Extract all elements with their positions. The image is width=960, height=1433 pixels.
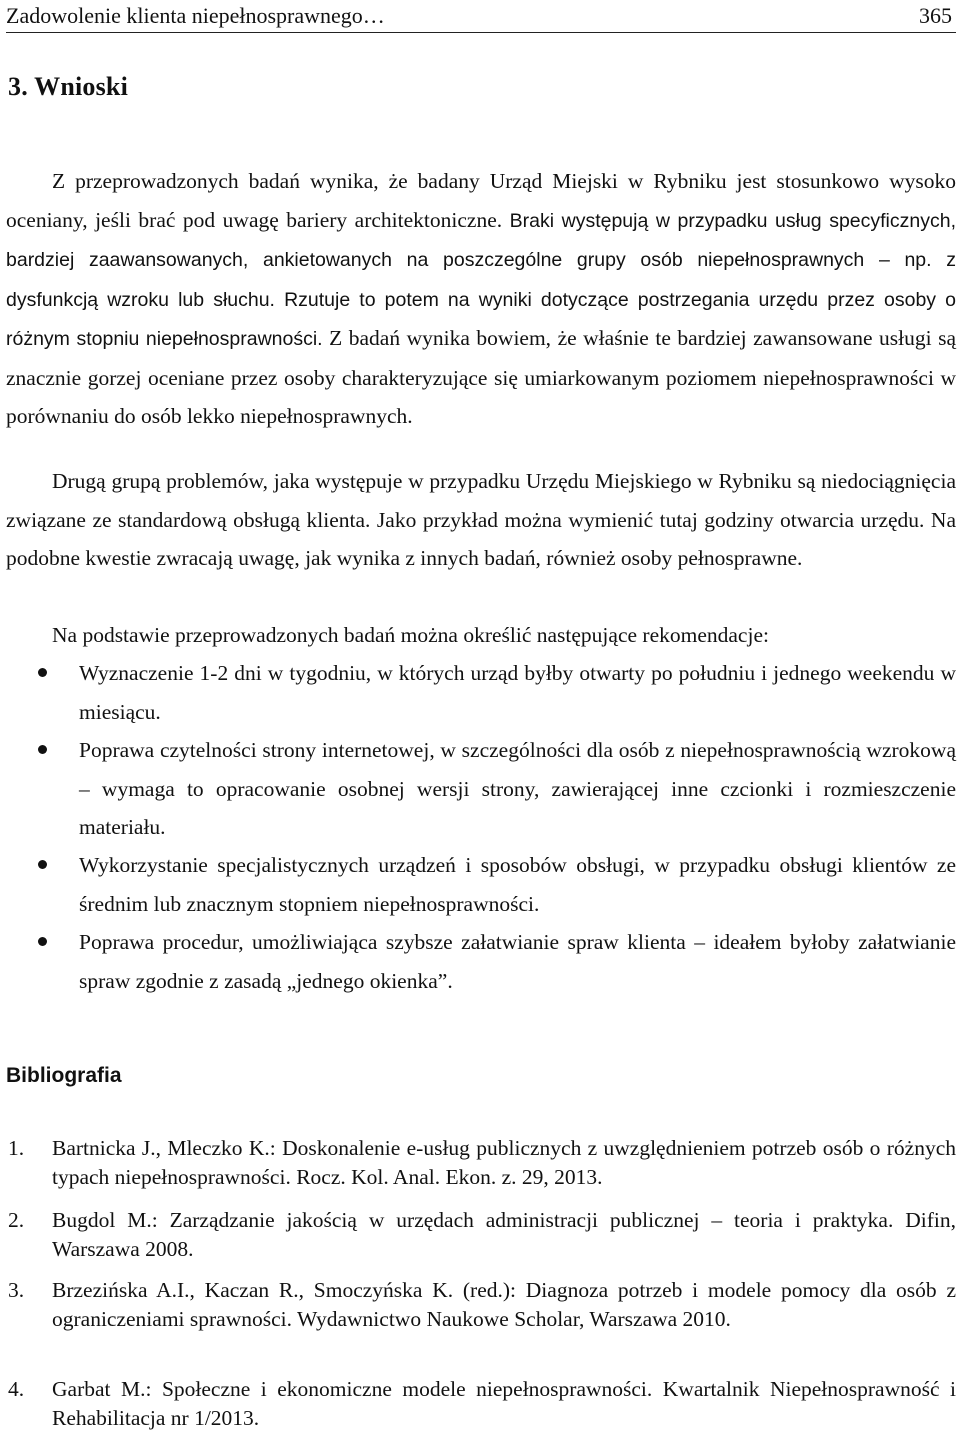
bullet-icon bbox=[38, 745, 47, 754]
bibliography-text: Garbat M.: Społeczne i ekonomiczne modele niepełnosprawności. Kwartalnik Niepełnosprawność i Rehabilitacja nr 1/2013. bbox=[52, 1377, 956, 1430]
paragraph-conclusions-part2: Braki występują w przypadku usług specyficznych, bardziej zaawansowanych, ankietowanych na poszczególne grupy osób niepełnosprawnych – np. z dysfunkcją wzroku lub słuchu. Rzutuje to potem na wyniki dotyczące postrzegania urzędu przez osoby o różnym stopniu niepełnosprawności. bbox=[6, 209, 956, 350]
bibliography-text: Brzezińska A.I., Kaczan R., Smoczyńska K. (red.): Diagnoza potrzeb i modele pomocy dla osób z ograniczeniami sprawności. Wydawnictwo Naukowe Scholar, Warszawa 2010. bbox=[52, 1278, 956, 1331]
bullet-icon bbox=[38, 668, 47, 677]
bibliography-number: 3. bbox=[8, 1278, 25, 1302]
bibliography-number: 4. bbox=[8, 1377, 25, 1401]
bibliography-text: Bartnicka J., Mleczko K.: Doskonalenie e-usług publicznych z uwzględnieniem potrzeb osób o różnych typach niepełnosprawności. Rocz. Kol. Anal. Ekon. z. 29, 2013. bbox=[52, 1136, 956, 1189]
paragraph-conclusions bbox=[6, 162, 956, 436]
paragraph-problems: Drugą grupą problemów, jaka występuje w przypadku Urzędu Miejskiego w Rybniku są niedociągnięcia związane ze standardową obsługą klienta. Jako przykład można wymienić tutaj godziny otwarcia urzędu. Na podobne kwestie zwracają uwagę, jak wynika z innych badań, również osoby pełnosprawne. bbox=[6, 469, 956, 570]
paragraph-recommendations-intro: Na podstawie przeprowadzonych badań można określić następujące rekomendacje: bbox=[52, 623, 769, 647]
bibliography-text: Bugdol M.: Zarządzanie jakością w urzędach administracji publicznej – teoria i praktyka. Difin, Warszawa 2008. bbox=[52, 1208, 956, 1261]
paragraph-conclusions-part3: Z badań wynika bowiem, że właśnie te bardziej zawansowane usługi są znacznie gorzej oceniane przez osoby charakteryzujące się umiarkowanym poziomem niepełnosprawności w porównaniu do osób lekko niepełnosprawnych. bbox=[6, 326, 956, 428]
section-heading: 3. Wnioski bbox=[8, 72, 129, 101]
bibliography-number: 2. bbox=[8, 1208, 25, 1232]
running-title: Zadowolenie klienta niepełnosprawnego… bbox=[6, 3, 385, 28]
bibliography-number: 1. bbox=[8, 1136, 25, 1160]
bullet-icon bbox=[38, 937, 47, 946]
list-item-text: Wyznaczenie 1-2 dni w tygodniu, w których urząd byłby otwarty po południu i jednego weekendu w miesiącu. bbox=[79, 661, 956, 724]
bullet-icon bbox=[38, 860, 47, 869]
bibliography-heading: Bibliografia bbox=[6, 1064, 122, 1087]
list-item-text: Poprawa procedur, umożliwiająca szybsze załatwianie spraw klienta – ideałem byłoby załatwianie spraw zgodnie z zasadą „jednego okienka”. bbox=[79, 930, 956, 993]
paragraph-conclusions-part1: Z przeprowadzonych badań wynika, że badany Urząd Miejski w Rybniku jest stosunkowo wysoko oceniany, jeśli brać pod uwagę bariery architektoniczne. bbox=[6, 169, 956, 232]
list-item-text: Poprawa czytelności strony internetowej, w szczególności dla osób z niepełnosprawnością wzrokową – wymaga to opracowanie osobnej wersji strony, zawierającej inne czcionki i rozmieszczenie materiału. bbox=[79, 738, 956, 839]
list-item-text: Wykorzystanie specjalistycznych urządzeń i sposobów obsługi, w przypadku obsługi klientów ze średnim lub znacznym stopniem niepełnosprawności. bbox=[79, 853, 956, 916]
running-header bbox=[6, 2, 956, 33]
page-number: 365 bbox=[919, 3, 952, 28]
